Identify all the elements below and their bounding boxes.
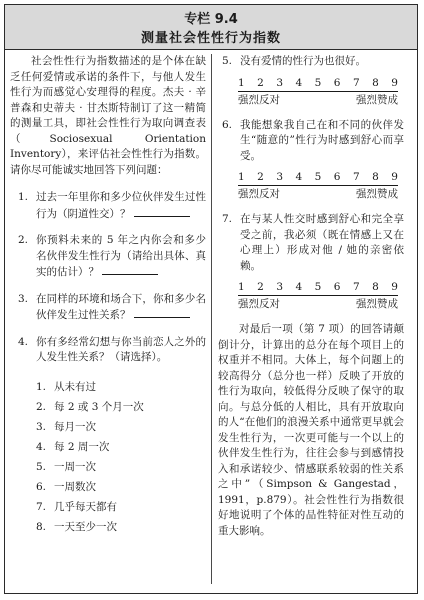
scale-number[interactable]: 5: [314, 171, 322, 183]
scale-number[interactable]: 2: [257, 76, 264, 89]
option-number: 7.: [36, 500, 47, 513]
box-label: 专栏 9.4: [184, 12, 238, 27]
option-number: 6.: [36, 480, 47, 493]
scale-line: [238, 185, 398, 186]
scale-item-6: [218, 118, 404, 165]
option-label: 每 2 或 3 个月一次: [54, 400, 144, 413]
scale-number[interactable]: 7: [352, 171, 360, 183]
option-number: 3.: [36, 420, 47, 433]
rating-scale[interactable]: [218, 170, 404, 204]
scale-line: [238, 295, 398, 296]
option-item[interactable]: [36, 457, 206, 477]
scale-number[interactable]: 6: [333, 281, 341, 293]
scale-number[interactable]: 7: [352, 281, 360, 293]
option-number: 1.: [36, 380, 47, 393]
scale-number[interactable]: 9: [391, 76, 398, 89]
left-column: [10, 54, 206, 537]
option-number: 5.: [36, 460, 47, 473]
scale-low-label: 强烈反对: [238, 188, 280, 200]
option-number: 2.: [36, 400, 47, 413]
scale-number[interactable]: 8: [372, 281, 379, 293]
scale-number[interactable]: 3: [276, 171, 283, 183]
scale-number[interactable]: 9: [391, 171, 398, 183]
option-label: 一天至少一次: [54, 520, 117, 533]
intro-paragraph: 社会性性行为指数描述的是个体在缺乏任何爱情或承诺的条件下，与他人发生性行为而感觉心安理得的程度。杰夫 · 辛普森和史蒂夫 · 甘杰斯特制订了这一精简的测量工具，即社会性性行为取向调查表（Sociosexual Orientation Inventory），来评估社会性性行为指数。请你尽可能诚实地回答下列问题：: [10, 55, 206, 176]
option-item[interactable]: [36, 437, 206, 457]
option-item[interactable]: [36, 417, 206, 437]
option-item[interactable]: [36, 397, 206, 417]
rating-scale[interactable]: [218, 76, 404, 110]
option-item[interactable]: [36, 477, 206, 497]
scale-low-label: 强烈反对: [238, 298, 280, 310]
question-4: [10, 335, 206, 366]
scale-number[interactable]: 4: [295, 76, 303, 89]
question-text: 你预料未来的 5 年之内你会和多少名伙伴发生性行为（请给出具体、真实的估计）？: [36, 234, 206, 278]
box-header: [5, 5, 417, 50]
option-label: 每月一次: [54, 420, 96, 433]
answer-blank[interactable]: [134, 307, 190, 318]
question-number: 1.: [18, 191, 29, 203]
scale-number[interactable]: 1: [238, 171, 245, 183]
option-label: 一周一次: [54, 460, 96, 473]
scale-number[interactable]: 6: [333, 76, 341, 89]
question-number: 2.: [18, 234, 29, 246]
question-number: 4.: [18, 335, 29, 348]
frequency-options: [10, 377, 206, 537]
option-label: 几乎每天都有: [54, 500, 117, 513]
scale-number[interactable]: 4: [295, 281, 303, 293]
question-text: 过去一年里你和多少位伙伴发生过性行为（阴道性交）？: [36, 191, 206, 220]
scale-number[interactable]: 1: [238, 281, 245, 293]
scale-number[interactable]: 6: [333, 171, 341, 183]
scale-high-label: 强烈赞成: [356, 93, 398, 106]
answer-blank[interactable]: [102, 264, 158, 275]
scale-number[interactable]: 5: [314, 281, 322, 293]
scale-item-5: [218, 54, 404, 70]
rating-scale[interactable]: [218, 280, 404, 314]
option-label: 从未有过: [54, 380, 96, 393]
item-number: 6.: [222, 118, 233, 131]
option-item[interactable]: [36, 517, 206, 537]
scale-high-label: 强烈赞成: [356, 188, 398, 200]
option-label: 每 2 周一次: [54, 440, 110, 453]
scale-number[interactable]: 8: [372, 171, 379, 183]
scale-item-7: [218, 212, 404, 274]
scale-high-label: 强烈赞成: [356, 298, 398, 310]
scale-number[interactable]: 2: [257, 171, 264, 183]
right-column: [218, 54, 404, 551]
question-1: [10, 190, 206, 222]
question-3: [10, 292, 206, 324]
question-2: [10, 233, 206, 281]
item-text: 没有爱情的性行为也很好。: [240, 55, 366, 67]
question-number: 3.: [18, 292, 29, 305]
option-number: 4.: [36, 440, 47, 453]
scale-number[interactable]: 5: [314, 76, 322, 89]
question-text: 你有多经常幻想与你当前恋人之外的人发生性关系？（请选择）。: [36, 335, 206, 363]
scale-number[interactable]: 8: [372, 76, 379, 89]
item-text: 在与某人性交时感到舒心和完全享受之前，我必须（既在情感上又在心理上）形成对他 / 她的亲密依赖。: [240, 213, 404, 272]
scale-line: [238, 91, 398, 92]
option-number: 8.: [36, 520, 47, 533]
scale-number[interactable]: 4: [295, 171, 303, 183]
answer-blank[interactable]: [134, 206, 190, 217]
item-number: 5.: [222, 55, 233, 67]
option-item[interactable]: [36, 497, 206, 517]
box-title: 测量社会性性行为指数: [140, 31, 281, 46]
scale-number[interactable]: 1: [238, 76, 245, 89]
scale-number[interactable]: 7: [352, 76, 360, 89]
scale-number[interactable]: 2: [257, 281, 264, 293]
scale-number[interactable]: 3: [276, 281, 283, 293]
scale-low-label: 强烈反对: [238, 93, 280, 106]
item-number: 7.: [222, 213, 233, 225]
scoring-paragraph: 对最后一项（第 7 项）的回答请颠倒计分，计算出的总分在每个项目上的权重并不相同。大体上，每个问题上的较高得分（总分也一样）反映了开放的性行为取向，较低得分反映了保守的取向。与总分低的人相比，具有开放取向的人“在他们的浪漫关系中通常更早就会发生性行为，一次更可能与一个以上的伙伴发生性行为，往往会参与到感情投入和承诺较少、情感联系较弱的性关系之中”（Simpson & Gangestad，1991，p.879）。社会性性行为指数很好地说明了个体的品性特征对性互动的重大影响。: [218, 323, 404, 537]
option-label: 一周数次: [54, 480, 96, 493]
question-text: 在同样的环境和场合下，你和多少名伙伴发生过性关系？: [36, 292, 206, 321]
scale-number[interactable]: 3: [276, 76, 283, 89]
scale-number[interactable]: 9: [391, 281, 398, 293]
column-divider: [211, 54, 212, 584]
option-item[interactable]: [36, 377, 206, 397]
item-text: 我能想象我自己在和不同的伙伴发生“随意的”性行为时感到舒心而享受。: [240, 118, 404, 162]
